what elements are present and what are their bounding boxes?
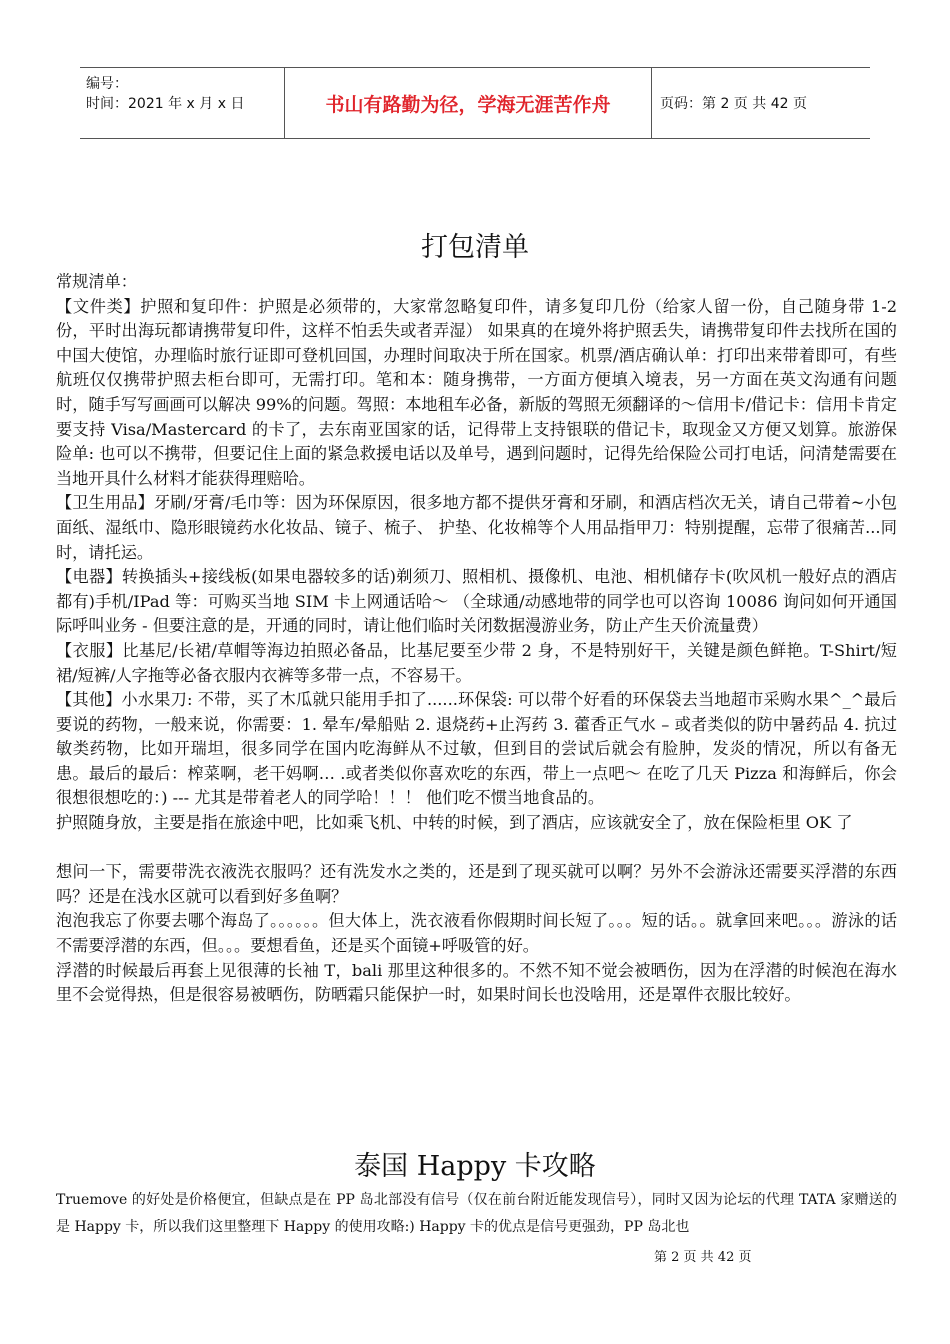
page-header	[80, 67, 870, 139]
paragraph: 【卫生用品】牙刷/牙膏/毛巾等：因为环保原因，很多地方都不提供牙膏和牙刷，和酒店档次无关，请自己带着~小包面纸、湿纸巾、隐形眼镜药水化妆品、镜子、梳子、 护垫、化妆棉等个人用品指甲刀：特别提醒，忘带了很痛苦...同时，请托运。	[56, 493, 897, 562]
paragraph: 浮潜的时候最后再套上见很薄的长袖 T，bali 那里这种很多的。不然不知不觉会被晒伤，因为在浮潜的时候泡在海水里不会觉得热，但是很容易被晒伤，防晒霜只能保护一时，如果时间长也没啥用，还是罩件衣服比较好。	[56, 960, 897, 1005]
paragraph: 护照随身放，主要是指在旅途中吧，比如乘飞机、中转的时候，到了酒店，应该就安全了，放在保险柜里 OK 了	[56, 813, 853, 833]
happy-card-paragraph: Truemove 的好处是价格便宜，但缺点是在 PP 岛北部没有信号（仅在前台附近能发现信号），同时又因为论坛的代理 TATA 家赠送的是 Happy 卡，所以我们这里整理下 Happy 的使用攻略:) Happy 卡的优点是信号更强劲，PP 岛北也	[56, 1192, 897, 1235]
header-motto: 书山有路勤为径，学海无涯苦作舟	[285, 68, 652, 138]
section-title-happy-card: 泰国 Happy 卡攻略	[354, 1151, 596, 1182]
paragraph: 【电器】转换插头+接线板(如果电器较多的话)剃须刀、照相机、摄像机、电池、相机储存卡(吹风机一般好点的酒店都有)手机/IPad 等：可购买当地 SIM 卡上网通话哈～ （全球通/动感地带的同学也可以咨询 10086 询问如何开通国际呼叫业务 - 但要注意的是，开通的同时，请让他们临时关闭数据漫游业务，防止产生天价流量费）	[56, 567, 897, 636]
header-page-info: 页码：第 2 页 共 42 页	[660, 96, 807, 112]
paragraph-gap	[56, 836, 897, 861]
document-number-label: 编号：	[86, 76, 128, 92]
paragraph: 【衣服】比基尼/长裙/草帽等海边拍照必备品，比基尼要至少带 2 身，不是特别好干，关键是颜色鲜艳。T-Shirt/短裙/短裤/人字拖等必备衣服内衣裤等多带一点，不容易干。	[56, 640, 897, 685]
paragraph: 泡泡我忘了你要去哪个海岛了。。。。。。但大体上，洗衣液看你假期时间长短了。。。短的话。。就拿回来吧。。。游泳的话不需要浮潜的东西，但。。。要想看鱼，还是买个面镜+呼吸管的好。	[56, 911, 897, 956]
paragraph: 常规清单：	[56, 272, 137, 291]
paragraph: 想问一下，需要带洗衣液洗衣服吗？还有洗发水之类的，还是到了现买就可以啊？另外不会游泳还需要买浮潜的东西吗？还是在浅水区就可以看到好多鱼啊？	[56, 862, 897, 906]
document-date: 时间：2021 年 x 月 x 日	[86, 96, 245, 112]
section-title-packing-list: 打包清单	[421, 232, 529, 263]
paragraph: 【其他】小水果刀: 不带，买了木瓜就只能用手扣了......环保袋: 可以带个好看的环保袋去当地超市采购水果^_^最后要说的药物，一般来说，你需要：1. 晕车/晕船贴 2. 退烧药+止泻药 3. 藿香正气水 – 或者类似的防中暑药品 4. 抗过敏类药物，比如开瑞坦，很多同学在国内吃海鲜从不过敏，但到目的尝试后就会有脸肿，发炎的情况，所以有备无患。最后的最后：榨菜啊，老干妈啊… .或者类似你喜欢吃的东西，带上一点吧～ 在吃了几天 Pizza 和海鲜后，你会很想很想吃的：) --- 尤其是带着老人的同学哈！！！ 他们吃不惯当地食品的。	[56, 690, 897, 808]
footer-page-number: 第 2 页 共 42 页	[654, 1250, 752, 1265]
header-meta	[80, 68, 285, 138]
paragraph: 【文件类】护照和复印件：护照是必须带的，大家常忽略复印件，请多复印几份（给家人留一份，自己随身带 1-2 份，平时出海玩都请携带复印件，这样不怕丢失或者弄湿） 如果真的在境外将护照丢失，请携带复印件去找所在国的中国大使馆，办理临时旅行证即可登机回国，办理时间取决于所在国家。机票/酒店确认单：打印出来带着即可，有些航班仅仅携带护照去柜台即可，无需打印。笔和本：随身携带，一方面方便填入境表，另一方面在英文沟通有问题时，随手写写画画可以解决 99%的问题。驾照：本地租车必备，新版的驾照无须翻译的～信用卡/借记卡：信用卡肯定要支持 Visa/Mastercard 的卡了，去东南亚国家的话，记得带上支持银联的借记卡，取现金又方便又划算。旅游保险单: 也可以不携带，但要记住上面的紧急救援电话以及单号，遇到问题时，记得先给保险公司打电话，问清楚需要在当地开具什么材料才能获得理赔哈。	[56, 296, 897, 488]
packing-list-content	[56, 270, 897, 1008]
